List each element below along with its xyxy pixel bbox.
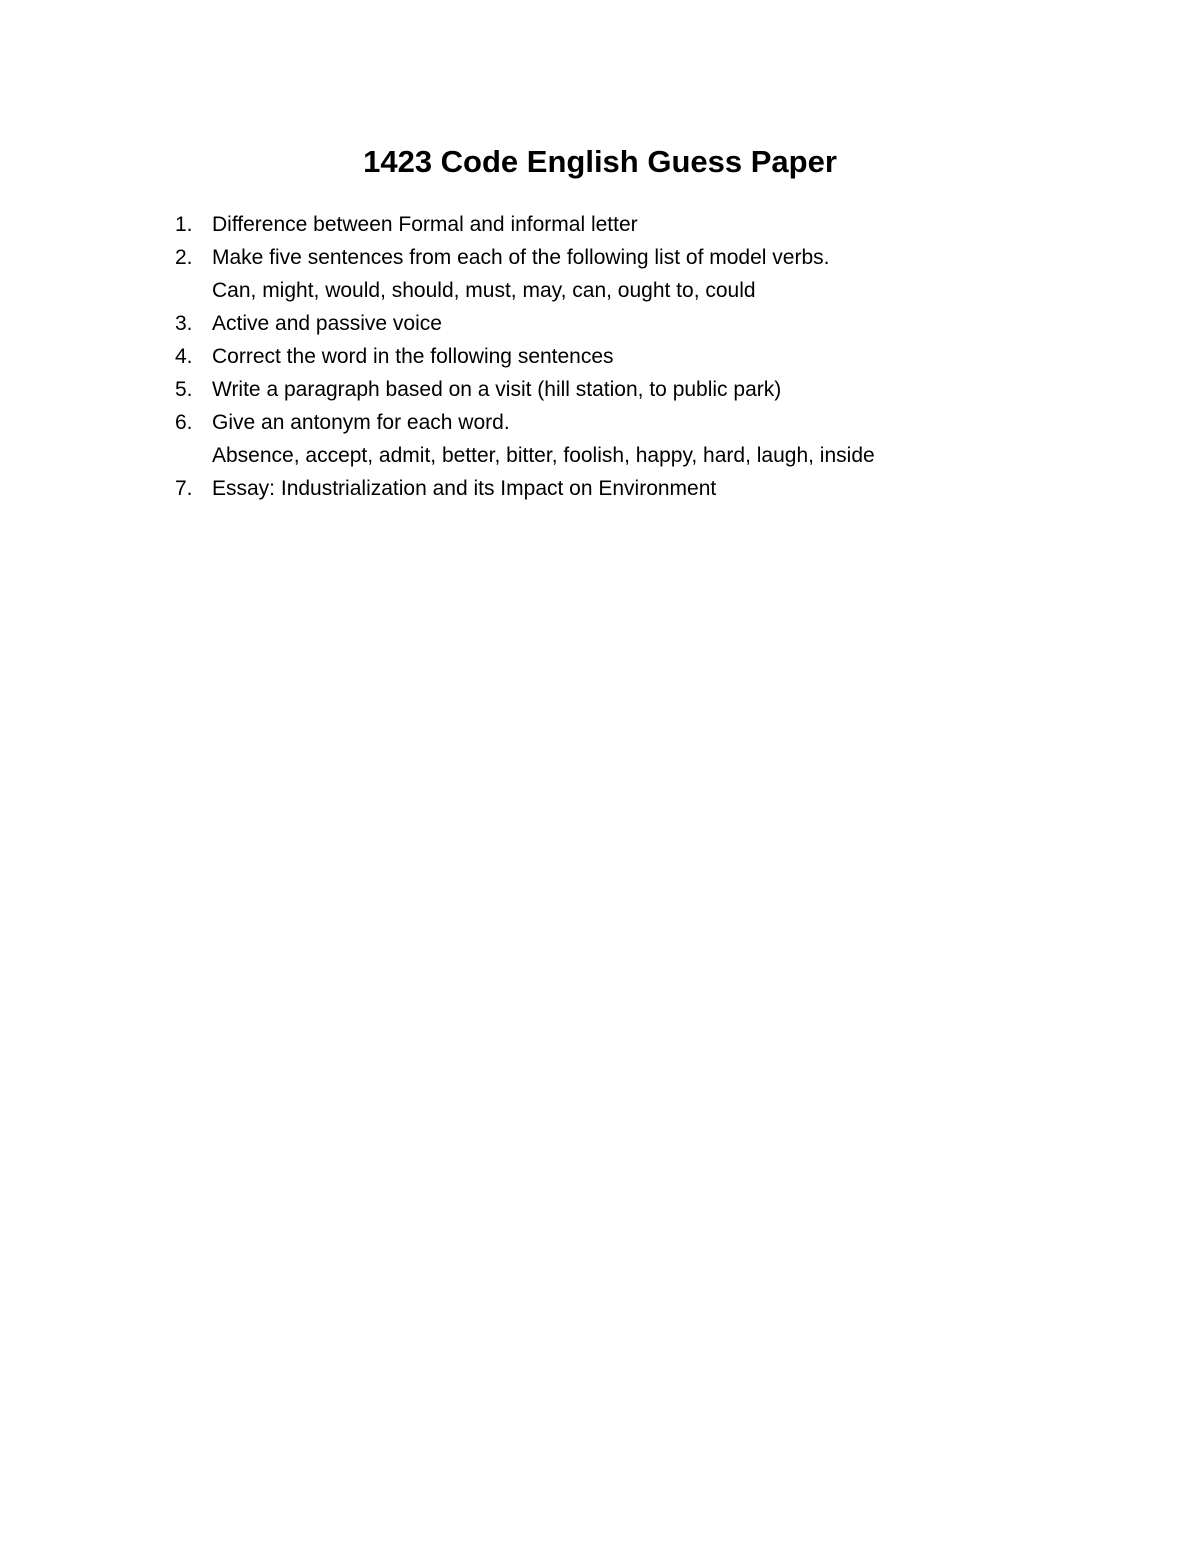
item-text: Give an antonym for each word. bbox=[212, 411, 510, 434]
item-number: 2. bbox=[175, 246, 193, 269]
item-text: Difference between Formal and informal letter bbox=[212, 213, 638, 236]
item-number: 6. bbox=[175, 411, 193, 434]
item-text: Write a paragraph based on a visit (hill station, to public park) bbox=[212, 378, 782, 401]
page-title: 1423 Code English Guess Paper bbox=[363, 144, 837, 179]
item-detail: Can, might, would, should, must, may, can, ought to, could bbox=[212, 279, 756, 302]
item-text: Active and passive voice bbox=[212, 312, 442, 335]
list-item bbox=[175, 208, 1075, 241]
item-number: 4. bbox=[175, 345, 193, 368]
item-number: 3. bbox=[175, 312, 193, 335]
item-number: 1. bbox=[175, 213, 193, 236]
list-item bbox=[175, 373, 1075, 406]
item-text: Correct the word in the following sentences bbox=[212, 345, 614, 368]
list-item bbox=[175, 340, 1075, 373]
item-number: 7. bbox=[175, 477, 193, 500]
item-number: 5. bbox=[175, 378, 193, 401]
list-item bbox=[175, 307, 1075, 340]
list-item bbox=[175, 406, 1075, 472]
item-text: Essay: Industrialization and its Impact on Environment bbox=[212, 477, 717, 500]
item-text: Make five sentences from each of the following list of model verbs. bbox=[212, 246, 830, 269]
list-item bbox=[175, 472, 1075, 505]
list-item bbox=[175, 241, 1075, 307]
item-detail: Absence, accept, admit, better, bitter, foolish, happy, hard, laugh, inside bbox=[212, 444, 875, 467]
question-list bbox=[175, 208, 1075, 505]
